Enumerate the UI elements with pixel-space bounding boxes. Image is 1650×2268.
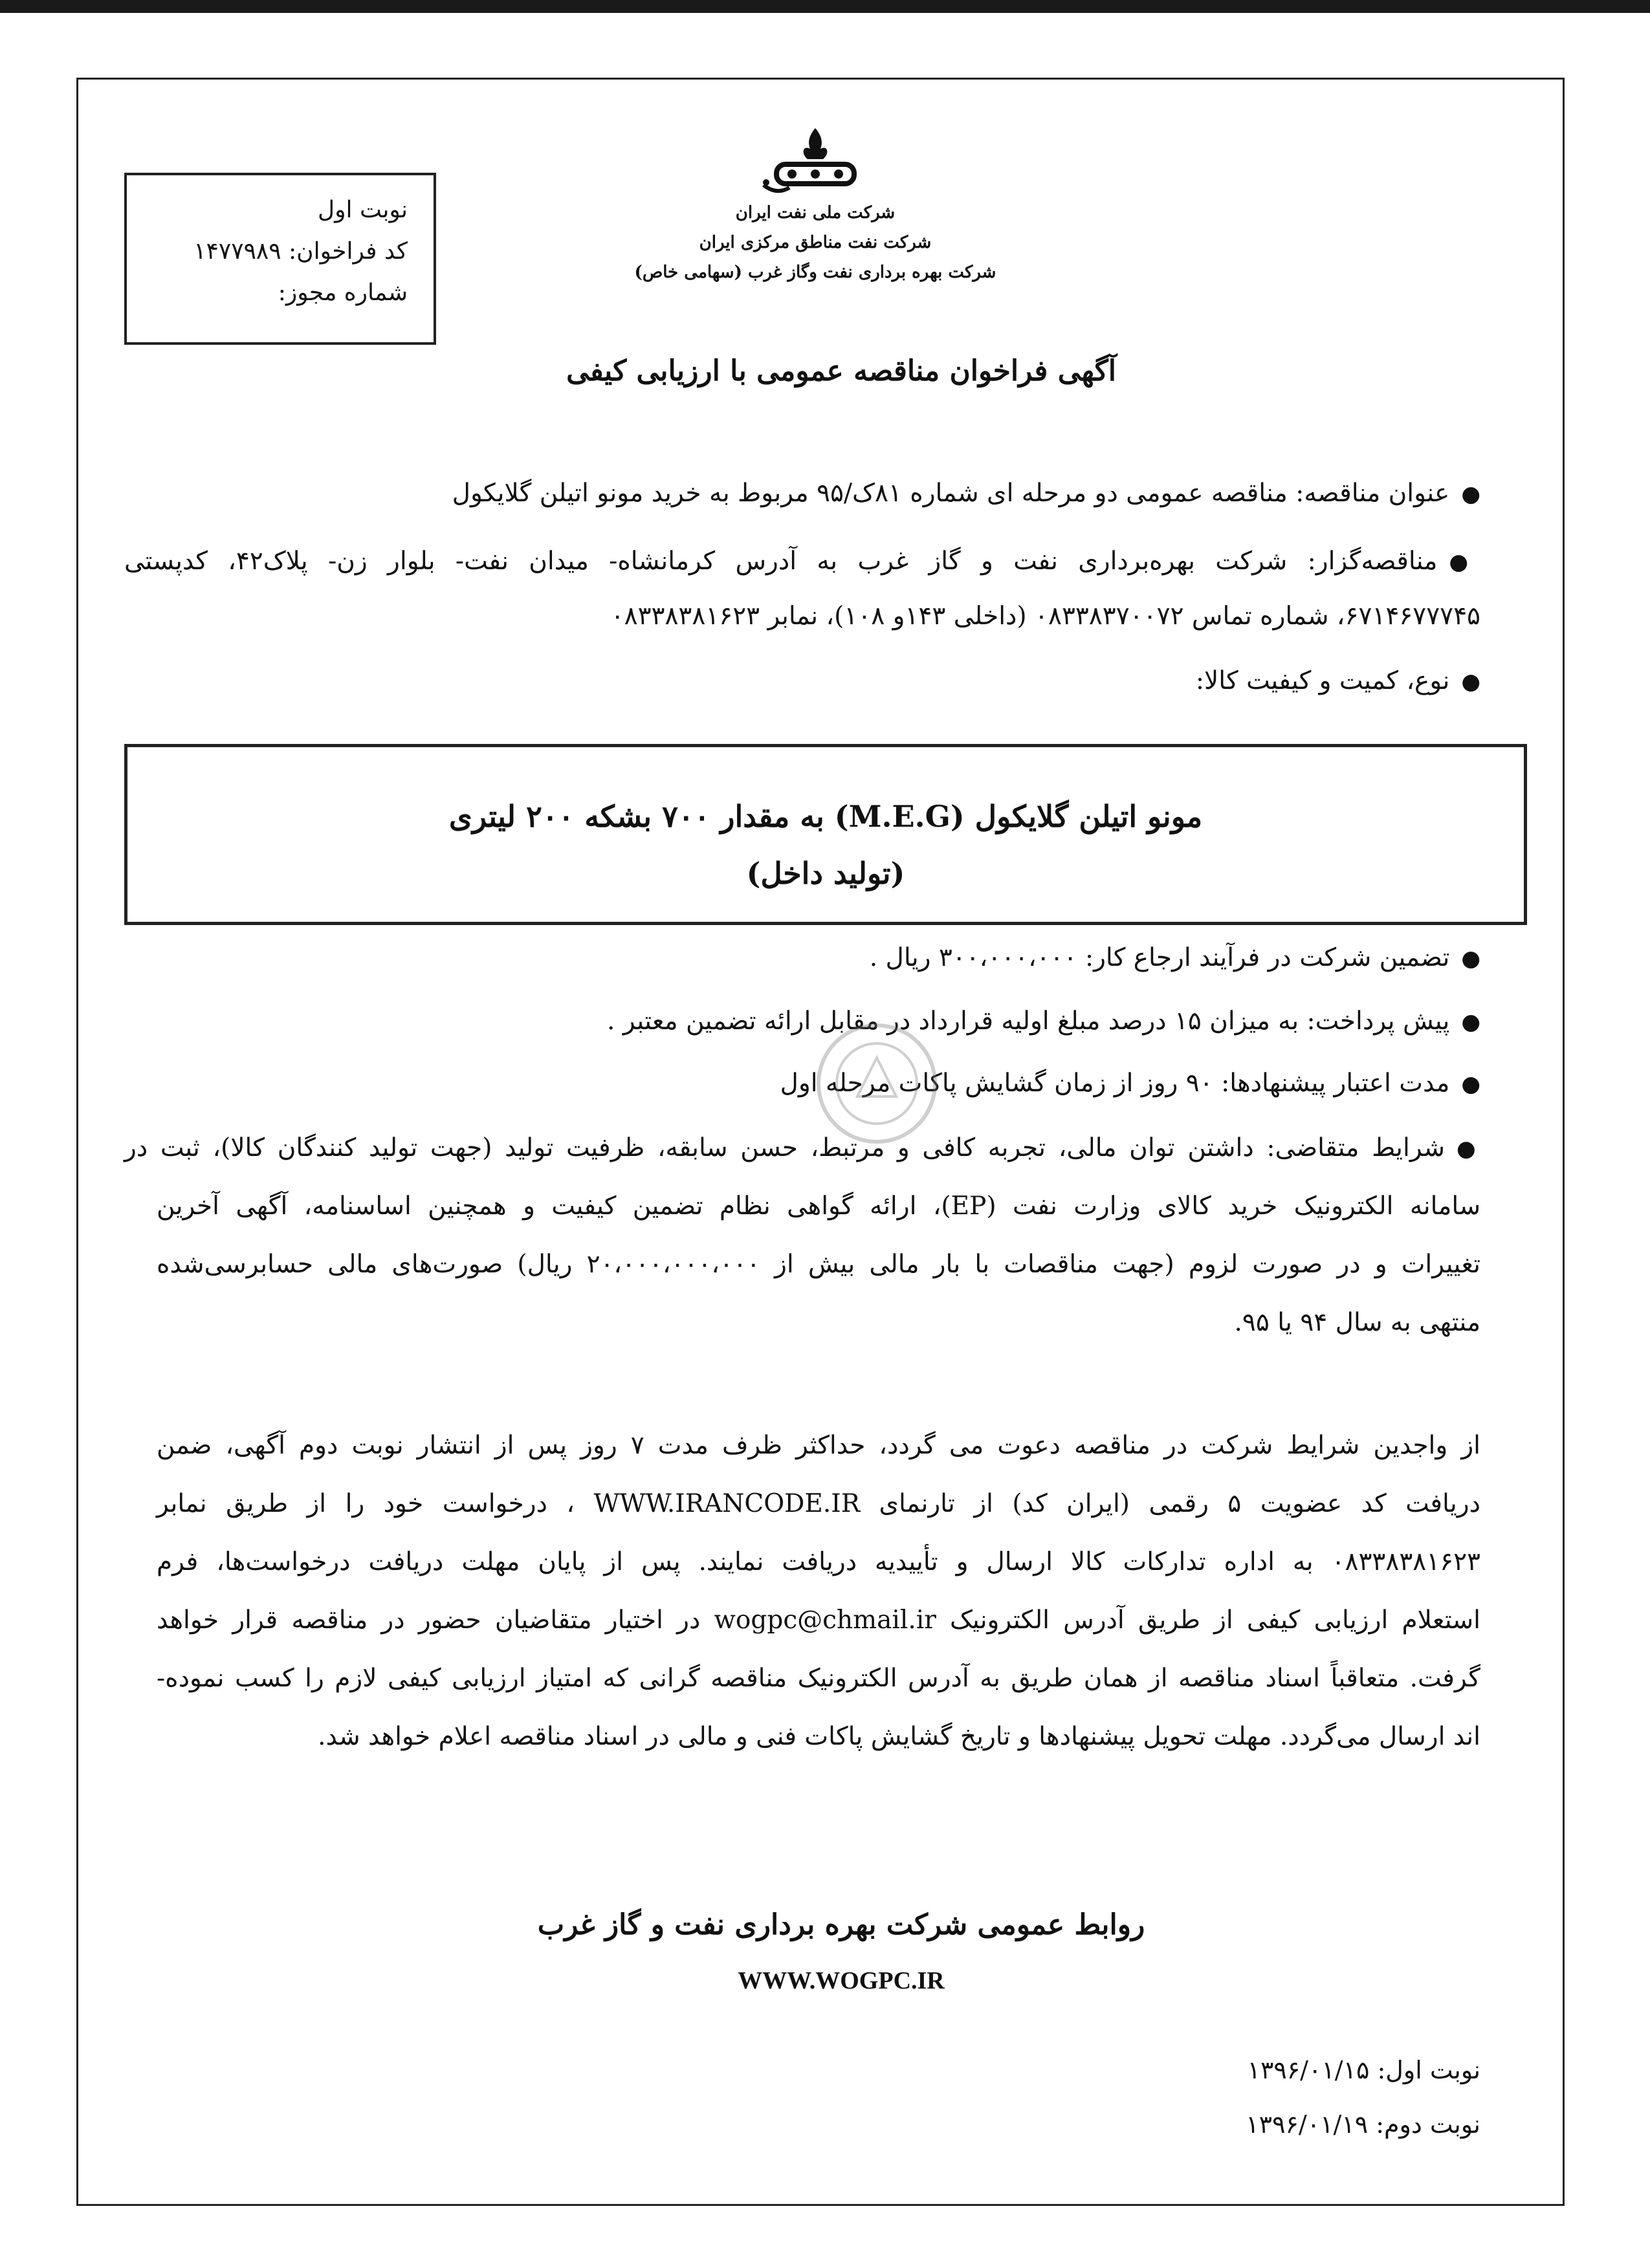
- page-title: آگهی فراخوان مناقصه عمومی با ارزیابی کیفی: [566, 354, 1116, 387]
- bullet-guarantee-text: تضمین شرکت در فرآیند ارجاع کار: ۳۰۰،۰۰۰،۰۰۰ ریال .: [869, 943, 1450, 972]
- bullet-dot-icon: ●: [1449, 549, 1480, 575]
- footer-website-link[interactable]: WWW.WOGPC.IR: [738, 1967, 945, 1994]
- bullet-organizer: [124, 547, 1480, 576]
- goods-line-2: (تولید داخل): [746, 856, 905, 891]
- scan-top-edge: [0, 0, 1650, 13]
- footer-public-relations: روابط عمومی شرکت بهره برداری نفت و گاز غرب: [537, 1908, 1145, 1941]
- company-header: [615, 198, 1016, 287]
- bullet-goods-label: [1196, 666, 1480, 695]
- paragraph-line-3: ۰۸۳۳۸۳۸۱۶۲۳ به اداره تدارکات کالا ارسال و تأییدیه دریافت نمایند. پس از پایان مهلت دریافت درخواست‌ها، فرم: [157, 1547, 1480, 1576]
- company-line-1: شرکت ملی نفت ایران: [735, 203, 896, 223]
- tender-info-box: [124, 173, 436, 345]
- bullet-conditions-text-2: سامانه الکترونیک خرید کالای وزارت نفت (EP)، ارائه گواهی نظام تضمین کیفیت و همچنین اساسنامه، آگهی آخرین: [157, 1192, 1480, 1221]
- bullet-subject: [452, 479, 1480, 508]
- bullet-organizer-text-2: ۶۷۱۴۶۷۷۷۴۵، شماره تماس ۰۸۳۳۸۳۷۰۰۷۲ (داخلی ۱۴۳و ۱۰۸)، نمابر ۰۸۳۳۸۳۸۱۶۲۳: [610, 602, 1480, 631]
- tender-permit-number: شماره مجوز:: [278, 279, 408, 306]
- goods-box: [124, 744, 1527, 925]
- first-round-date: نوبت اول: ۱۳۹۶/۰۱/۱۵: [1247, 2056, 1480, 2084]
- bullet-organizer-text-1: مناقصه‌گزار: شرکت بهره‌برداری نفت و گاز غرب به آدرس کرمانشاه- میدان نفت- بلوار زن- پلاک۴۲، کدپستی: [124, 547, 1438, 576]
- paragraph-line-5: گرفت. متعاقباً اسناد مناقصه از همان طریق به آدرس الکترونیک مناقصه گرانی که امتیاز ارزیابی کیفی لازم را کسب نموده-: [157, 1664, 1480, 1693]
- goods-line-1: مونو اتیلن گلایکول (M.E.G) به مقدار ۷۰۰ بشکه ۲۰۰ لیتری: [448, 799, 1203, 834]
- company-line-2: شرکت نفت مناطق مرکزی ایران: [699, 233, 932, 252]
- bullet-dot-icon: ●: [1457, 1136, 1480, 1162]
- bullet-dot-icon: ●: [1461, 946, 1480, 972]
- bullet-conditions-text-3: تغییرات و در صورت لزوم (جهت مناقصات با بار مالی بیش از ۲۰،۰۰۰،۰۰۰،۰۰۰ ریال) صورت‌های مالی حسابرسی‌شده: [157, 1250, 1480, 1279]
- bullet-prepayment-text: پیش پرداخت: به میزان ۱۵ درصد مبلغ اولیه قرارداد در مقابل ارائه تضمین معتبر .: [607, 1007, 1450, 1036]
- tender-round: نوبت اول: [318, 197, 408, 223]
- paragraph-line-4: استعلام ارزیابی کیفی از طریق آدرس الکترونیک wogpc@chmail.ir در اختیار متقاضیان حضور در مناقصه قرار خواهد: [157, 1606, 1480, 1635]
- bullet-validity-text: مدت اعتبار پیشنهادها: ۹۰ روز از زمان گشایش پاکات مرحله اول: [780, 1069, 1450, 1098]
- stamp-icon: [812, 1019, 941, 1148]
- bullet-guarantee: [870, 943, 1480, 972]
- paragraph-line-6: اند ارسال می‌گردد. مهلت تحویل پیشنهادها و تاریخ گشایش پاکات فنی و مالی در اسناد مناقصه اعلام خواهد شد.: [318, 1722, 1480, 1751]
- company-line-3: شرکت بهره برداری نفت وگاز غرب (سهامی خاص): [634, 263, 996, 282]
- bullet-conditions-text-4: منتهی به سال ۹۴ یا ۹۵.: [1234, 1308, 1480, 1337]
- tender-call-code: کد فراخوان: ۱۴۷۷۹۸۹: [193, 238, 408, 265]
- bullet-dot-icon: ●: [1461, 1009, 1480, 1035]
- second-round-date: نوبت دوم: ۱۳۹۶/۰۱/۱۹: [1246, 2110, 1480, 2139]
- bullet-dot-icon: ●: [1461, 669, 1480, 695]
- bullet-goods-label-text: نوع، کمیت و کیفیت کالا:: [1195, 666, 1450, 695]
- bullet-conditions-text-1: شرایط متقاضی: داشتن توان مالی، تجربه کافی و مرتبط، حسن سابقه، ظرفیت تولید (جهت تولید کنندگان کالا)، ثبت در: [124, 1133, 1446, 1162]
- bullet-dot-icon: ●: [1461, 1071, 1480, 1097]
- bullet-subject-text: عنوان مناقصه: مناقصه عمومی دو مرحله ای شماره ۸۱ک/۹۵ مربوط به خرید مونو اتیلن گلایکول: [452, 479, 1450, 508]
- bullet-prepayment: [607, 1007, 1480, 1036]
- bullet-conditions: [124, 1133, 1480, 1162]
- paragraph-line-2: دریافت کد عضویت ۵ رقمی (ایران کد) از تارنمای WWW.IRANCODE.IR ، درخواست خود را از طریق نمابر: [157, 1489, 1480, 1518]
- bullet-dot-icon: ●: [1461, 481, 1480, 507]
- paragraph-line-1: از واجدین شرایط شرکت در مناقصه دعوت می گردد، حداکثر ظرف مدت ۷ روز پس از انتشار نوبت دوم آگهی، ضمن: [157, 1431, 1480, 1460]
